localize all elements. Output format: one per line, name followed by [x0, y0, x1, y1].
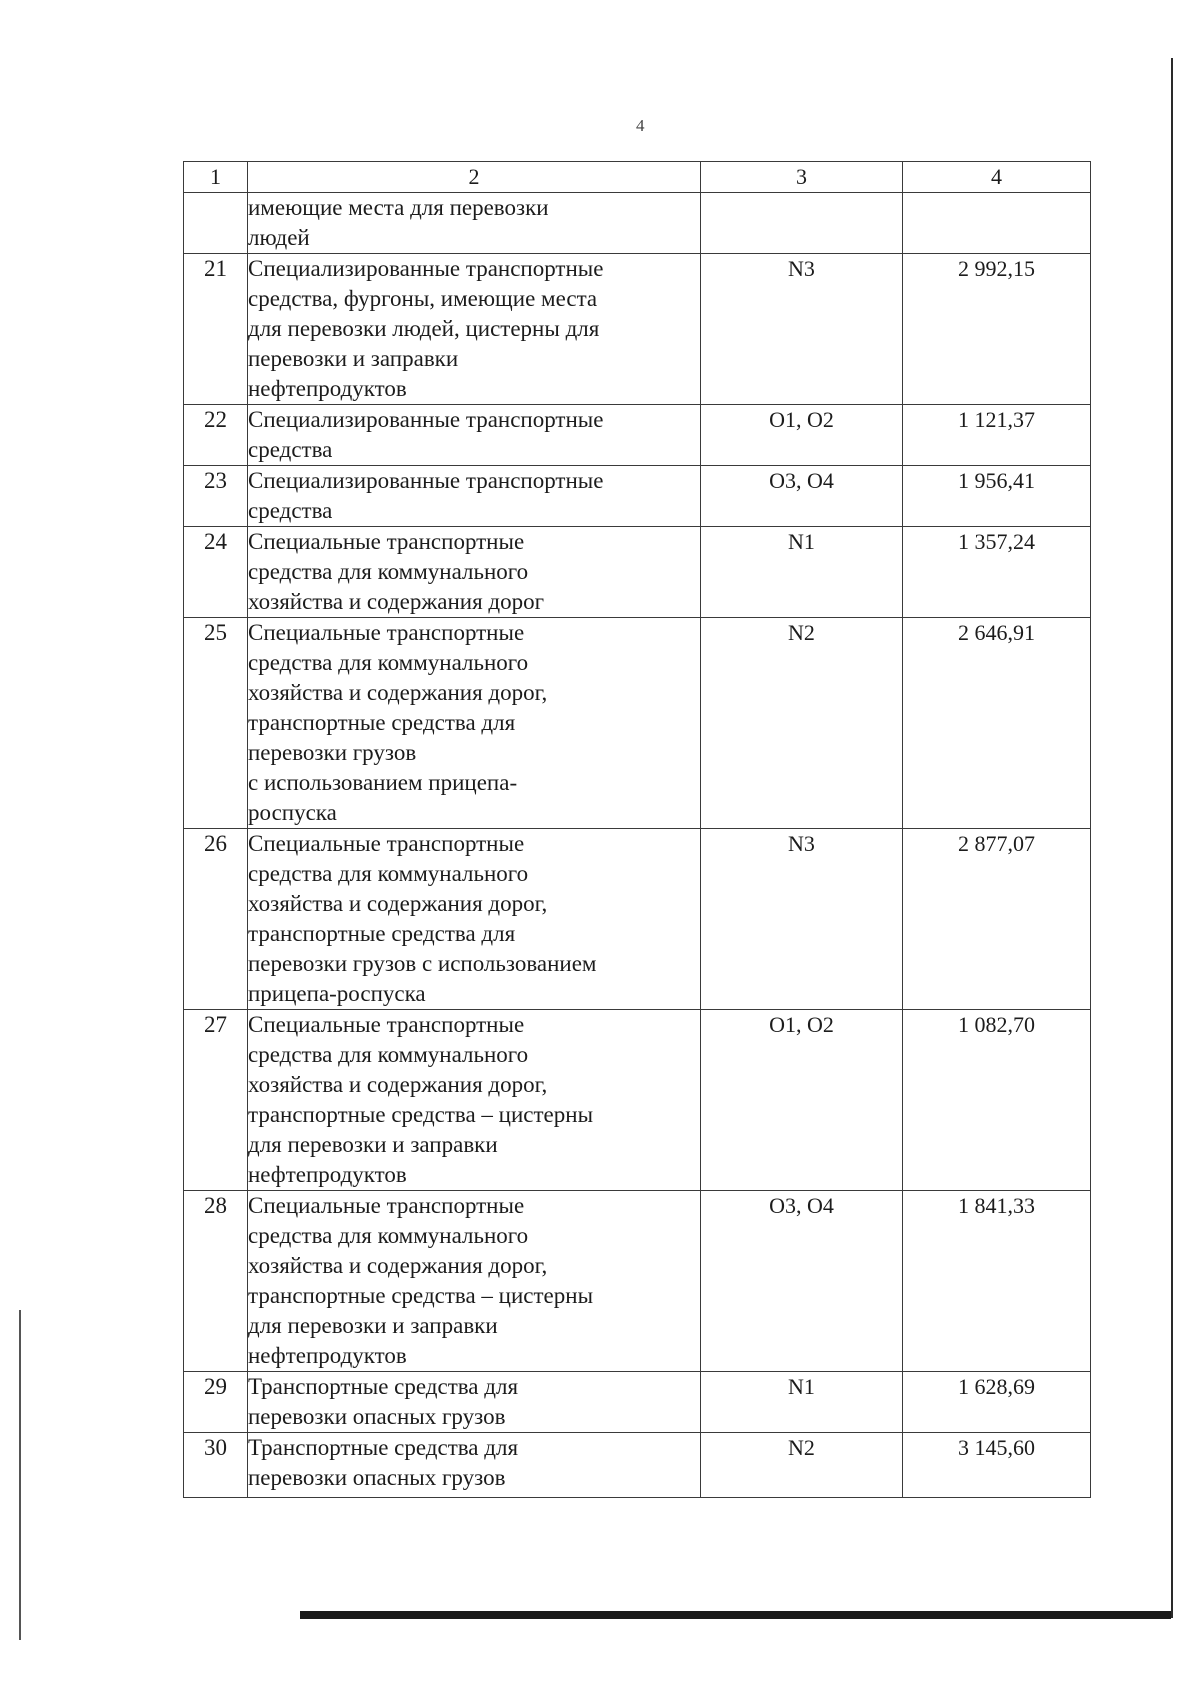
row-number: 24	[184, 527, 248, 618]
row-category: N1	[701, 527, 903, 618]
row-number: 26	[184, 829, 248, 1010]
row-description: Специальные транспортные средства для коммунального хозяйства и содержания дорог, транспортные средства – цистерны для перевозки и заправки нефтепродуктов	[248, 1010, 701, 1191]
row-number: 28	[184, 1191, 248, 1372]
row-description: Специализированные транспортные средства	[248, 466, 701, 527]
table-row	[184, 829, 1091, 1010]
table-row	[184, 1010, 1091, 1191]
row-category: O1, O2	[701, 1010, 903, 1191]
row-value: 1 082,70	[903, 1010, 1091, 1191]
table-row	[184, 1433, 1091, 1498]
row-value: 1 628,69	[903, 1372, 1091, 1433]
table-row	[184, 405, 1091, 466]
table-row	[184, 527, 1091, 618]
table-row	[184, 618, 1091, 829]
row-category: N2	[701, 1433, 903, 1498]
page-number: 4	[636, 116, 645, 135]
row-number: 21	[184, 254, 248, 405]
row-value	[903, 193, 1091, 254]
row-category: O1, O2	[701, 405, 903, 466]
row-description: Транспортные средства для перевозки опасных грузов	[248, 1372, 701, 1433]
row-number: 22	[184, 405, 248, 466]
row-description: имеющие места для перевозки людей	[248, 193, 701, 254]
column-header-4: 4	[903, 162, 1091, 193]
row-value: 2 877,07	[903, 829, 1091, 1010]
table-header-row	[184, 162, 1091, 193]
row-description: Специальные транспортные средства для коммунального хозяйства и содержания дорог	[248, 527, 701, 618]
table-body	[184, 193, 1091, 1498]
row-category: N2	[701, 618, 903, 829]
row-description: Специальные транспортные средства для коммунального хозяйства и содержания дорог, транспортные средства для перевозки грузов с использованием прицепа-роспуска	[248, 829, 701, 1010]
row-value: 2 646,91	[903, 618, 1091, 829]
row-value: 2 992,15	[903, 254, 1091, 405]
row-value: 1 357,24	[903, 527, 1091, 618]
scan-bottom-bar	[300, 1611, 1171, 1619]
row-number: 25	[184, 618, 248, 829]
row-category: N3	[701, 829, 903, 1010]
row-number: 29	[184, 1372, 248, 1433]
row-value: 1 121,37	[903, 405, 1091, 466]
row-value: 1 956,41	[903, 466, 1091, 527]
row-description: Специальные транспортные средства для коммунального хозяйства и содержания дорог, транспортные средства для перевозки грузов с использованием прицепа- роспуска	[248, 618, 701, 829]
row-number: 27	[184, 1010, 248, 1191]
scan-edge-line-left	[19, 1310, 21, 1640]
table-row	[184, 254, 1091, 405]
column-header-1: 1	[184, 162, 248, 193]
row-description: Специальные транспортные средства для коммунального хозяйства и содержания дорог, транспортные средства – цистерны для перевозки и заправки нефтепродуктов	[248, 1191, 701, 1372]
row-category: O3, O4	[701, 1191, 903, 1372]
row-description: Специализированные транспортные средства, фургоны, имеющие места для перевозки людей, цистерны для перевозки и заправки нефтепродуктов	[248, 254, 701, 405]
scan-edge-line	[1171, 58, 1173, 1618]
column-header-2: 2	[248, 162, 701, 193]
tariff-table	[183, 161, 1091, 1498]
column-header-3: 3	[701, 162, 903, 193]
row-number: 23	[184, 466, 248, 527]
table-row	[184, 1372, 1091, 1433]
row-number: 30	[184, 1433, 248, 1498]
row-value: 3 145,60	[903, 1433, 1091, 1498]
row-category: O3, O4	[701, 466, 903, 527]
row-category	[701, 193, 903, 254]
row-description: Транспортные средства для перевозки опасных грузов	[248, 1433, 701, 1498]
row-category: N1	[701, 1372, 903, 1433]
table-row	[184, 466, 1091, 527]
row-category: N3	[701, 254, 903, 405]
row-number	[184, 193, 248, 254]
row-description: Специализированные транспортные средства	[248, 405, 701, 466]
table-row	[184, 1191, 1091, 1372]
row-value: 1 841,33	[903, 1191, 1091, 1372]
table-row	[184, 193, 1091, 254]
